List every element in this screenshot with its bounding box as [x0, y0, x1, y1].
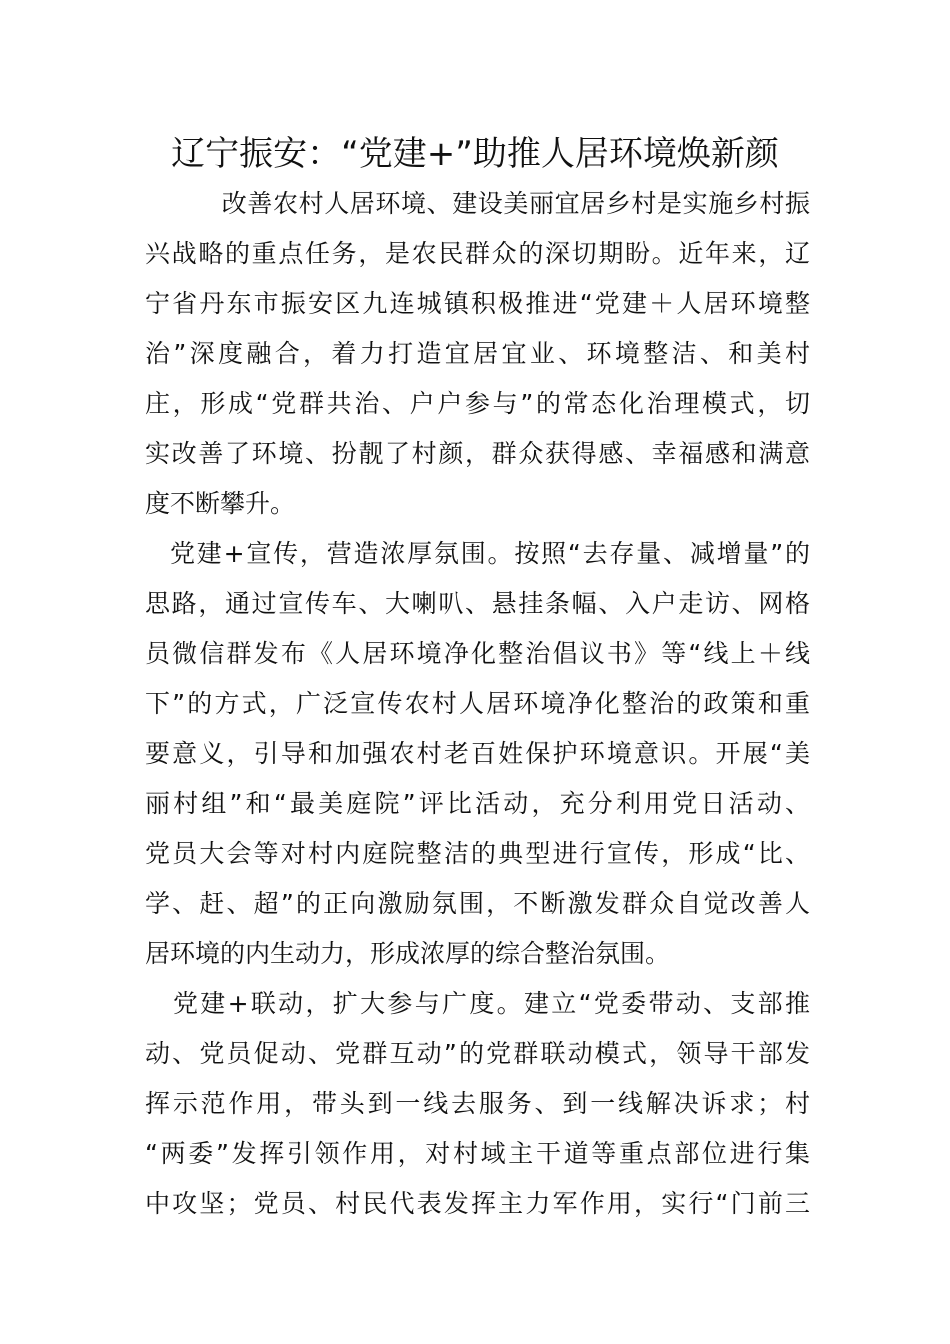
text-line: 宁省丹东市振安区九连城镇积极推进“党建＋人居环境整 — [145, 289, 810, 318]
text-line: 丽村组”和“最美庭院”评比活动，充分利用党日活动、 — [145, 789, 810, 818]
text-line: 思路，通过宣传车、大喇叭、悬挂条幅、入户走访、网格 — [145, 589, 810, 618]
text-line: 度不断攀升。 — [145, 489, 296, 518]
text-line: 下”的方式，广泛宣传农村人居环境净化整治的政策和重 — [145, 689, 810, 718]
text-line: 实改善了环境、扮靓了村颜，群众获得感、幸福感和满意 — [145, 439, 810, 468]
text-line: 改善农村人居环境、建设美丽宜居乡村是实施乡村振 — [145, 189, 810, 218]
text-line: 治”深度融合，着力打造宜居宜业、环境整洁、和美村 — [145, 339, 810, 368]
text-line: 挥示范作用，带头到一线去服务、到一线解决诉求；村 — [145, 1089, 810, 1118]
text-line: 庄，形成“党群共治、户户参与”的常态化治理模式，切 — [145, 389, 810, 418]
document-title: 辽宁振安：“党建+”助推人居环境焕新颜 — [171, 134, 779, 174]
text-line: 员微信群发布《人居环境净化整治倡议书》等“线上＋线 — [145, 639, 810, 668]
text-line: 党建+宣传，营造浓厚氛围。按照“去存量、减增量”的 — [170, 539, 810, 568]
text-line: 动、党员促动、党群互动”的党群联动模式，领导干部发 — [145, 1039, 810, 1068]
text-line: 兴战略的重点任务，是农民群众的深切期盼。近年来，辽 — [145, 239, 810, 268]
text-line: 党员大会等对村内庭院整洁的典型进行宣传，形成“比、 — [145, 839, 810, 868]
document-body — [145, 179, 810, 1229]
text-line: 要意义，引导和加强农村老百姓保护环境意识。开展“美 — [145, 739, 810, 768]
text-line: 学、赶、超”的正向激励氛围，不断激发群众自觉改善人 — [145, 889, 810, 918]
text-line: 中攻坚；党员、村民代表发挥主力军作用，实行“门前三 — [145, 1189, 810, 1218]
text-line: 居环境的内生动力，形成浓厚的综合整治氛围。 — [145, 939, 671, 968]
text-line: 党建+联动，扩大参与广度。建立“党委带动、支部推 — [173, 989, 810, 1018]
text-line: “两委”发挥引领作用，对村域主干道等重点部位进行集 — [145, 1139, 810, 1168]
